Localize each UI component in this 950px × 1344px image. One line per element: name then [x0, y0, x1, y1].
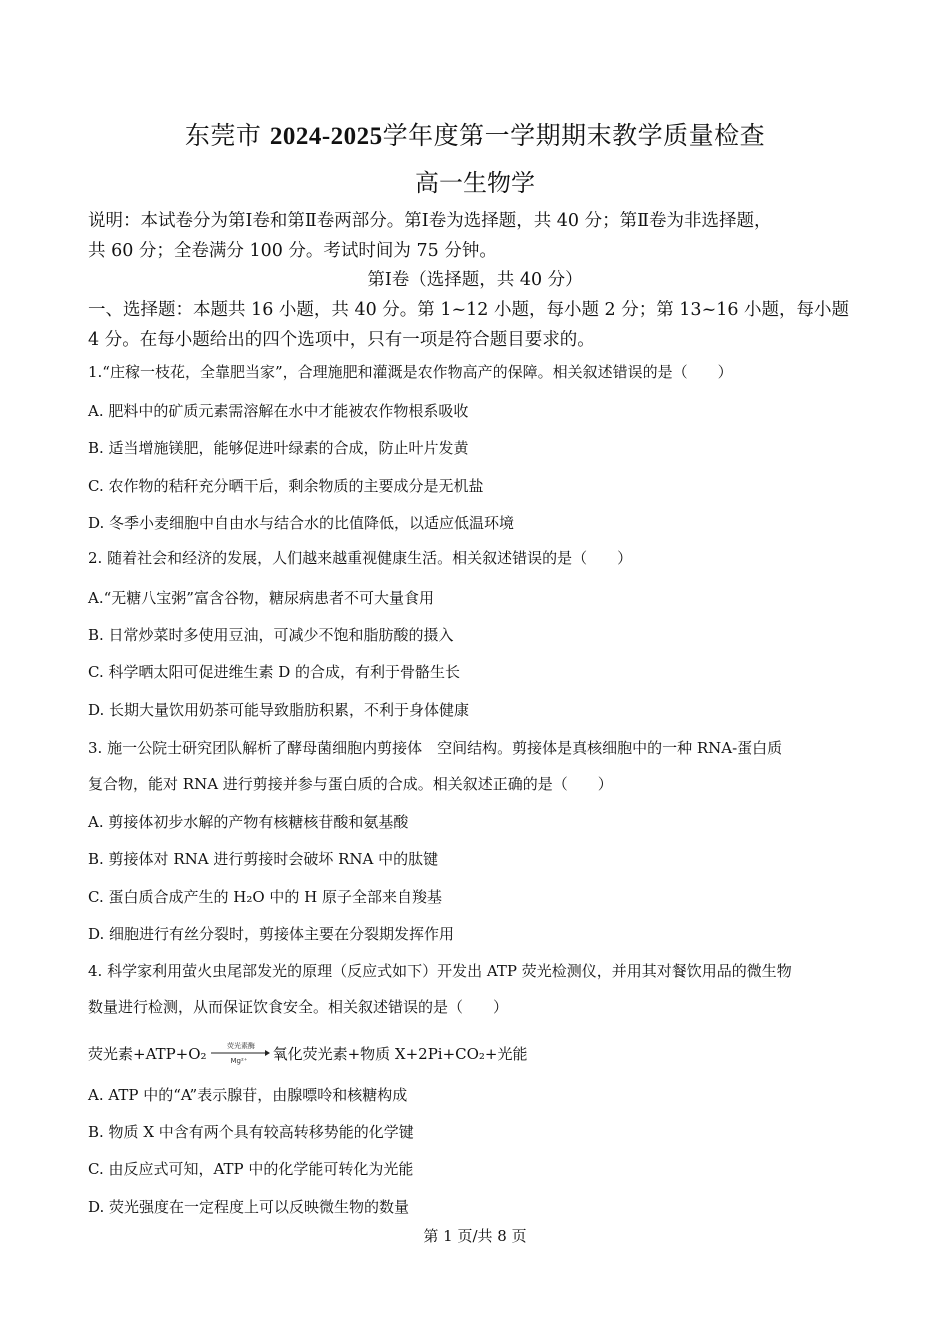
- question-1-option-d: D. 冬季小麦细胞中自由水与结合水的比值降低，以适应低温环境: [88, 514, 515, 532]
- question-1-option-b: B. 适当增施镁肥，能够促进叶绿素的合成，防止叶片发黄: [88, 439, 469, 457]
- exam-title: [0, 116, 950, 152]
- part-one-intro: [88, 295, 888, 355]
- part-one-line-1: 一、选择题：本题共 16 小题，共 40 分。第 1~12 小题，每小题 2 分；第 13~16 小题，每小题: [88, 300, 850, 320]
- question-3-option-b: B. 剪接体对 RNA 进行剪接时会破坏 RNA 中的肽键: [88, 850, 439, 868]
- question-2-option-c: C. 科学晒太阳可促进维生素 D 的合成，有利于骨骼生长: [88, 663, 461, 681]
- question-2-option-b: B. 日常炒菜时多使用豆油，可减少不饱和脂肪酸的摄入: [88, 626, 454, 644]
- part-one-line-2: 4 分。在每小题给出的四个选项中，只有一项是符合题目要求的。: [88, 330, 595, 350]
- enzyme-label: 荧光素酶: [226, 1042, 255, 1050]
- page-footer: 第 1 页/共 8 页: [423, 1227, 527, 1245]
- question-4-stem-line-1: 4. 科学家利用萤火虫尾部发光的原理（反应式如下）开发出 ATP 荧光检测仪，并用其对餐饮用品的微生物: [88, 962, 792, 980]
- section-title: 第Ⅰ卷（选择题，共 40 分）: [367, 270, 583, 290]
- question-1-option-c: C. 农作物的秸秆充分晒干后，剩余物质的主要成分是无机盐: [88, 477, 484, 495]
- title-year: 2024-2025: [269, 123, 383, 150]
- instructions: [88, 206, 888, 266]
- question-4-stem-line-2: 数量进行检测，从而保证饮食安全。相关叙述错误的是（ ）: [88, 998, 509, 1016]
- question-3-stem-line-1: 3. 施一公院士研究团队解析了酵母菌细胞内剪接体 空间结构。剪接体是真核细胞中的一种 RNA-蛋白质: [88, 739, 783, 757]
- question-3-option-d: D. 细胞进行有丝分裂时，剪接体主要在分裂期发挥作用: [88, 925, 455, 943]
- question-1-stem: 1.“庄稼一枝花，全靠肥当家”，合理施肥和灌溉是农作物高产的保障。相关叙述错误的是（ ）: [88, 363, 733, 381]
- question-2-stem: 2. 随着社会和经济的发展，人们越来越重视健康生活。相关叙述错误的是（ ）: [88, 549, 633, 567]
- question-4-option-d: D. 荧光强度在一定程度上可以反映微生物的数量: [88, 1198, 410, 1216]
- reaction-formula: [88, 1038, 528, 1068]
- question-2-option-d: D. 长期大量饮用奶茶可能导致脂肪积累，不利于身体健康: [88, 701, 470, 719]
- question-1-option-a: A. 肥料中的矿质元素需溶解在水中才能被农作物根系吸收: [88, 402, 469, 420]
- formula-reactants: 荧光素+ATP+O₂: [88, 1044, 207, 1063]
- instructions-line-1: 说明：本试卷分为第Ⅰ卷和第Ⅱ卷两部分。第Ⅰ卷为选择题，共 40 分；第Ⅱ卷为非选择题，: [88, 211, 772, 231]
- reaction-arrow-icon: [209, 1040, 271, 1066]
- subject-title: 高一生物学: [415, 169, 535, 197]
- formula-products: 氧化荧光素+物质 X+2Pi+CO₂+光能: [272, 1044, 528, 1063]
- question-4-option-b: B. 物质 X 中含有两个具有较高转移势能的化学键: [88, 1123, 414, 1141]
- question-4-option-c: C. 由反应式可知，ATP 中的化学能可转化为光能: [88, 1160, 414, 1178]
- question-2-option-a: A.“无糖八宝粥”富含谷物，糖尿病患者不可大量食用: [88, 589, 434, 607]
- question-3-stem-line-2: 复合物，能对 RNA 进行剪接并参与蛋白质的合成。相关叙述正确的是（ ）: [88, 775, 613, 793]
- question-3-option-c: C. 蛋白质合成产生的 H₂O 中的 H 原子全部来自羧基: [88, 888, 443, 906]
- question-3-option-a: A. 剪接体初步水解的产物有核糖核苷酸和氨基酸: [88, 813, 409, 831]
- title-city: 东莞市: [184, 121, 262, 150]
- cofactor-label: Mg²⁺: [230, 1057, 248, 1065]
- question-4-option-a: A. ATP 中的“A”表示腺苷，由腺嘌呤和核糖构成: [88, 1086, 408, 1104]
- title-rest: 学年度第一学期期末教学质量检查: [382, 121, 766, 150]
- instructions-line-2: 共 60 分；全卷满分 100 分。考试时间为 75 分钟。: [88, 241, 497, 261]
